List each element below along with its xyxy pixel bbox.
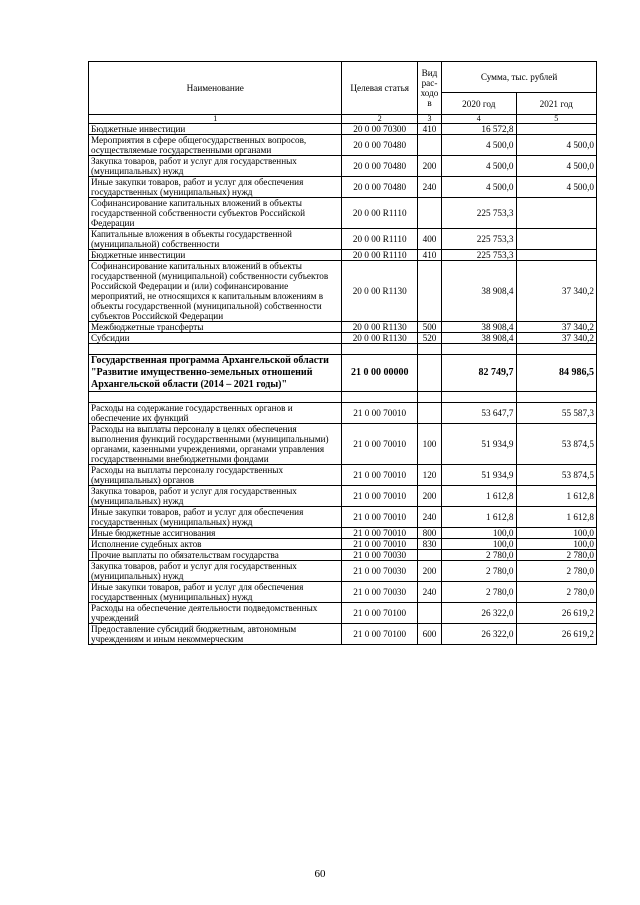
header-row (89, 62, 597, 93)
row-sum-2021: 4 500,0 (516, 135, 597, 156)
row-name: Иные бюджетные ассигнования (89, 528, 342, 539)
header-name: Наименование (89, 62, 342, 115)
row-sum-2020: 16 572,8 (442, 124, 516, 135)
column-index: 4 (442, 115, 516, 124)
row-sum-2021: 26 619,2 (516, 624, 597, 645)
row-name: Капитальные вложения в объекты государственной (муниципальной) собственности (89, 229, 342, 250)
table-row (89, 424, 597, 465)
table-row (89, 124, 597, 135)
row-expense-type (417, 403, 441, 424)
row-sum-2021: 53 874,5 (516, 465, 597, 486)
empty-cell (417, 392, 441, 403)
row-sum-2021: 55 587,3 (516, 403, 597, 424)
row-sum-2021: 1 612,8 (516, 486, 597, 507)
empty-cell (342, 392, 417, 403)
row-sum-2021 (516, 124, 597, 135)
row-target-code: 21 0 00 70010 (342, 465, 417, 486)
row-name: Софинансирование капитальных вложений в объекты государственной (муниципальной) собственности субъектов Российской Федерации и (или) софинансирование мероприятий, не относящихся к капитальным вложениям в объекты государственной (муниципальной) собственности субъектов Российской Федерации (89, 261, 342, 322)
row-target-code: 21 0 00 70010 (342, 486, 417, 507)
row-sum-2021: 37 340,2 (516, 322, 597, 333)
row-sum-2021 (516, 229, 597, 250)
table-row (89, 561, 597, 582)
row-sum-2020: 4 500,0 (442, 135, 516, 156)
row-sum-2020: 100,0 (442, 539, 516, 550)
row-sum-2021: 4 500,0 (516, 177, 597, 198)
row-name: Закупка товаров, работ и услуг для государственных (муниципальных) нужд (89, 561, 342, 582)
row-target-code: 21 0 00 70010 (342, 507, 417, 528)
table-row (89, 403, 597, 424)
row-expense-type (417, 135, 441, 156)
column-index: 2 (342, 115, 417, 124)
table-row (89, 486, 597, 507)
empty-cell (442, 344, 516, 355)
row-sum-2020: 26 322,0 (442, 603, 516, 624)
row-target-code: 20 0 00 R1110 (342, 229, 417, 250)
row-name: Бюджетные инвестиции (89, 124, 342, 135)
row-expense-type (417, 198, 441, 229)
empty-cell (516, 344, 597, 355)
row-expense-type: 200 (417, 486, 441, 507)
row-name: Софинансирование капитальных вложений в объекты государственной собственности субъектов Российской Федерации (89, 198, 342, 229)
row-name: Закупка товаров, работ и услуг для государственных (муниципальных) нужд (89, 156, 342, 177)
row-target-code: 21 0 00 70010 (342, 528, 417, 539)
row-expense-type: 200 (417, 156, 441, 177)
table-row (89, 322, 597, 333)
row-expense-type: 500 (417, 322, 441, 333)
row-sum-2020: 53 647,7 (442, 403, 516, 424)
row-target-code: 20 0 00 70480 (342, 177, 417, 198)
column-index: 3 (417, 115, 441, 124)
row-expense-type: 240 (417, 177, 441, 198)
row-sum-2021: 100,0 (516, 528, 597, 539)
table-row (89, 539, 597, 550)
row-expense-type: 520 (417, 333, 441, 344)
page-number: 60 (314, 868, 326, 880)
row-sum-2021: 4 500,0 (516, 156, 597, 177)
row-sum-2021 (516, 198, 597, 229)
row-sum-2020: 2 780,0 (442, 561, 516, 582)
row-name: Государственная программа Архангельской области "Развитие имущественно-земельных отношений Архангельской области (2014 – 2021 годы)" (89, 355, 342, 392)
row-name: Расходы на обеспечение деятельности подведомственных учреждений (89, 603, 342, 624)
row-expense-type: 410 (417, 250, 441, 261)
table-row (89, 465, 597, 486)
row-expense-type: 600 (417, 624, 441, 645)
row-target-code: 21 0 00 70010 (342, 403, 417, 424)
table-row (89, 603, 597, 624)
table-row (89, 333, 597, 344)
row-sum-2021: 2 780,0 (516, 582, 597, 603)
row-sum-2021: 26 619,2 (516, 603, 597, 624)
row-sum-2020: 38 908,4 (442, 261, 516, 322)
row-sum-2020: 1 612,8 (442, 507, 516, 528)
row-target-code: 21 0 00 70030 (342, 550, 417, 561)
column-index-row (89, 115, 597, 124)
row-name: Иные закупки товаров, работ и услуг для обеспечения государственных (муниципальных) нужд (89, 582, 342, 603)
row-sum-2020: 1 612,8 (442, 486, 516, 507)
row-name: Межбюджетные трансферты (89, 322, 342, 333)
row-sum-2020: 82 749,7 (442, 355, 516, 392)
row-name: Иные закупки товаров, работ и услуг для обеспечения государственных (муниципальных) нужд (89, 507, 342, 528)
row-target-code: 20 0 00 R1110 (342, 250, 417, 261)
row-sum-2020: 4 500,0 (442, 156, 516, 177)
budget-table (88, 61, 597, 645)
empty-cell (442, 392, 516, 403)
header-year-2020: 2020 год (442, 93, 516, 115)
spacer-row (89, 344, 597, 355)
table-row (89, 528, 597, 539)
row-sum-2021: 84 986,5 (516, 355, 597, 392)
row-target-code: 21 0 00 70010 (342, 424, 417, 465)
column-index: 5 (516, 115, 597, 124)
header-sum: Сумма, тыс. рублей (442, 62, 597, 93)
row-target-code: 20 0 00 70480 (342, 156, 417, 177)
row-target-code: 20 0 00 R1130 (342, 261, 417, 322)
row-sum-2020: 225 753,3 (442, 250, 516, 261)
row-name: Расходы на выплаты персоналу государственных (муниципальных) органов (89, 465, 342, 486)
row-sum-2020: 26 322,0 (442, 624, 516, 645)
row-expense-type: 240 (417, 507, 441, 528)
program-row (89, 355, 597, 392)
row-sum-2021: 53 874,5 (516, 424, 597, 465)
row-sum-2021: 37 340,2 (516, 333, 597, 344)
row-expense-type: 410 (417, 124, 441, 135)
row-name: Субсидии (89, 333, 342, 344)
row-sum-2021: 100,0 (516, 539, 597, 550)
header-type: Вид рас-ходов (417, 62, 441, 115)
row-expense-type: 400 (417, 229, 441, 250)
row-sum-2020: 38 908,4 (442, 322, 516, 333)
table-row (89, 550, 597, 561)
row-expense-type: 200 (417, 561, 441, 582)
table-row (89, 156, 597, 177)
empty-cell (342, 344, 417, 355)
row-name: Исполнение судебных актов (89, 539, 342, 550)
table-row (89, 507, 597, 528)
row-name: Расходы на содержание государственных органов и обеспечение их функций (89, 403, 342, 424)
row-expense-type: 240 (417, 582, 441, 603)
row-target-code: 21 0 00 70030 (342, 582, 417, 603)
row-target-code: 21 0 00 70100 (342, 603, 417, 624)
row-expense-type: 830 (417, 539, 441, 550)
row-target-code: 21 0 00 70010 (342, 539, 417, 550)
column-index: 1 (89, 115, 342, 124)
row-expense-type: 120 (417, 465, 441, 486)
row-sum-2020: 38 908,4 (442, 333, 516, 344)
row-sum-2021: 1 612,8 (516, 507, 597, 528)
row-expense-type: 100 (417, 424, 441, 465)
spacer-row (89, 392, 597, 403)
row-name: Иные закупки товаров, работ и услуг для обеспечения государственных (муниципальных) нужд (89, 177, 342, 198)
row-name: Закупка товаров, работ и услуг для государственных (муниципальных) нужд (89, 486, 342, 507)
row-sum-2020: 225 753,3 (442, 198, 516, 229)
row-target-code: 20 0 00 70480 (342, 135, 417, 156)
table-row (89, 250, 597, 261)
row-target-code: 21 0 00 70100 (342, 624, 417, 645)
empty-cell (417, 344, 441, 355)
row-name: Прочие выплаты по обязательствам государства (89, 550, 342, 561)
row-target-code: 20 0 00 R1110 (342, 198, 417, 229)
row-sum-2020: 51 934,9 (442, 465, 516, 486)
row-sum-2020: 2 780,0 (442, 582, 516, 603)
empty-cell (89, 392, 342, 403)
row-sum-2020: 51 934,9 (442, 424, 516, 465)
row-sum-2020: 225 753,3 (442, 229, 516, 250)
row-sum-2021: 37 340,2 (516, 261, 597, 322)
row-target-code: 20 0 00 R1130 (342, 333, 417, 344)
row-expense-type: 800 (417, 528, 441, 539)
table-row (89, 135, 597, 156)
row-expense-type (417, 355, 441, 392)
table-row (89, 624, 597, 645)
header-year-2021: 2021 год (516, 93, 597, 115)
row-sum-2020: 2 780,0 (442, 550, 516, 561)
row-name: Расходы на выплаты персоналу в целях обеспечения выполнения функций государственными (муниципальными) органами, казенными учреждениями, органами управления государственными внебюджетными фондами (89, 424, 342, 465)
row-target-code: 21 0 00 70030 (342, 561, 417, 582)
row-sum-2020: 4 500,0 (442, 177, 516, 198)
table-row (89, 177, 597, 198)
table-row (89, 582, 597, 603)
row-target-code: 21 0 00 00000 (342, 355, 417, 392)
header-code: Целевая статья (342, 62, 417, 115)
row-sum-2021: 2 780,0 (516, 561, 597, 582)
row-sum-2021: 2 780,0 (516, 550, 597, 561)
row-target-code: 20 0 00 70300 (342, 124, 417, 135)
row-sum-2020: 100,0 (442, 528, 516, 539)
empty-cell (89, 344, 342, 355)
row-name: Предоставление субсидий бюджетным, автономным учреждениям и иным некоммерческим (89, 624, 342, 645)
row-expense-type (417, 261, 441, 322)
empty-cell (516, 392, 597, 403)
row-name: Бюджетные инвестиции (89, 250, 342, 261)
table-row (89, 198, 597, 229)
row-expense-type (417, 603, 441, 624)
table-row (89, 229, 597, 250)
row-expense-type (417, 550, 441, 561)
table-row (89, 261, 597, 322)
row-name: Мероприятия в сфере общегосударственных вопросов, осуществляемые государственными органами (89, 135, 342, 156)
row-sum-2021 (516, 250, 597, 261)
row-target-code: 20 0 00 R1130 (342, 322, 417, 333)
